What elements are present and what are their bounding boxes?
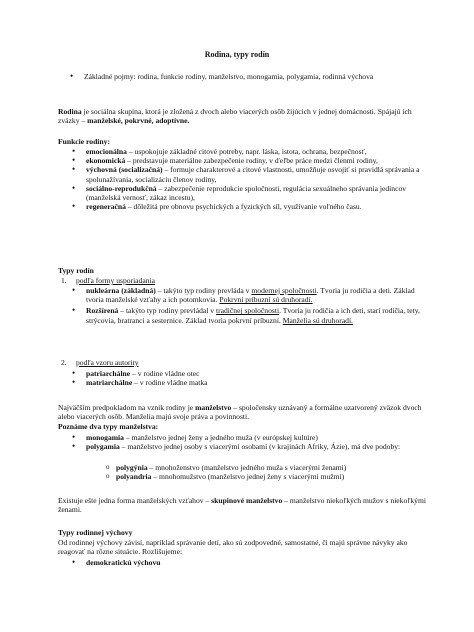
list-item <box>86 165 432 183</box>
intro-list <box>84 72 424 81</box>
term: výchovná (socializačná) <box>86 165 163 175</box>
text: – takýto typ rodiny prevláda v <box>155 286 252 295</box>
text: – zabezpečenie reprodukcie spoločnosti, regulácia sexuálneho správania jedincov (manželská vernosť, zákaz incestu), <box>86 183 407 203</box>
list-item <box>86 378 432 387</box>
polygamy-sublist <box>116 463 432 481</box>
text: – manželstvo jednej osoby s viacerými osobami (v krajinách Afriky, Ázie), má dve podoby: <box>119 442 401 452</box>
term: regeneračná <box>86 202 126 212</box>
text: Existuje ešte jedna forma manželských vzťahov – <box>58 496 212 505</box>
text: – manželstvo niekoľkých mužov s niekoľkými ženami. <box>58 496 426 515</box>
group-heading <box>61 358 432 367</box>
authority-list <box>86 369 432 387</box>
term: nukleárna (základná) <box>86 286 156 295</box>
underlined-text: Manželia sú druhoradí. <box>282 315 353 325</box>
list-item <box>86 286 432 304</box>
term: demokratickú výchovu <box>86 558 161 567</box>
text: je sociálna skupina, ktorá je zložená z dvoch alebo viacerých osôb žijúcich v jednej domácnosti. Spájajú ich zväzky – <box>58 107 412 126</box>
list-item <box>86 202 432 211</box>
section-heading: Typy rodín <box>58 266 94 275</box>
term: polygýnia <box>116 463 148 472</box>
term: manželské, pokrvné, adoptívne. <box>87 116 190 126</box>
term: ekonomická <box>86 156 126 166</box>
upbringing-paragraph: Od rodinnej výchovy závisí, napríklad správanie detí, ako sú zodpovedné, samostatné, či majú správne návyky ako reagovať na rôzne situácie. Rozlišujeme: <box>58 538 408 557</box>
text: – v rodine vládne matka <box>132 378 208 388</box>
section-heading: Funkcie rodiny: <box>58 137 110 146</box>
list-item <box>86 433 432 442</box>
text: – mnohoženstvo (manželstvo jedného muža s viacerými ženami) <box>147 463 347 472</box>
definition-paragraph <box>58 107 434 125</box>
list-number: 1. <box>61 276 67 285</box>
list-item <box>86 184 432 202</box>
upbringing-list <box>86 558 432 567</box>
list-item <box>86 147 432 156</box>
list-item <box>116 463 432 472</box>
text: – takýto typ rodiny prevládal v <box>118 306 216 316</box>
list-item: • Základné pojmy: rodina, funkcie rodiny, manželstvo, monogamia, polygamia, rodinná výchova <box>84 72 424 81</box>
text: – dôležitá pre obnovu psychických a fyzických síl, využívanie voľného času. <box>125 202 362 212</box>
term: Rozšírená <box>86 306 119 316</box>
text: – predstavuje materiálne zabezpečenie rodiny, v ďeľbe práce medzi členmi rodiny, <box>125 156 378 166</box>
text: – spoločensky uznávaný a formálne uzatvorený zväzok dvoch alebo viacerých osôb. Manželia majú svoje práva a povinnosti. <box>58 403 422 422</box>
text: – v rodine vládne otec <box>130 369 200 378</box>
text: – formuje charakterové a citové vlastnosti, umožňuje osvojiť si pravidlá správania a spolunažívania, socializáciu členov rodiny, <box>86 165 420 184</box>
term: manželstvo <box>195 403 232 412</box>
marriage-paragraph <box>58 403 434 421</box>
term: patriarchálne <box>86 369 131 378</box>
group-marriage-paragraph <box>58 496 434 514</box>
section-heading: Typy rodinnej výchovy <box>58 528 133 537</box>
text: – uspokojuje základné citové potreby, napr. láska, istota, ochrana, bezpečnosť, <box>126 147 367 156</box>
term: emocionálna <box>86 147 127 156</box>
term: skupinové manželstvo <box>211 496 283 505</box>
term: Rodina <box>58 107 82 116</box>
text: – mnohomužstvo (manželstvo jednej ženy s viacerými mužmi) <box>151 472 345 482</box>
text: . Tvoria ju rodičia a ich deti, starí rodičia, tety, strýcovia, bratranci a sesternice. Základ tvoria pokrvní príbuzní. <box>86 306 420 325</box>
list-item <box>86 369 432 378</box>
page-title: Rodina, typy rodín <box>204 50 270 59</box>
group-label: podľa formy usporiadania <box>76 276 156 285</box>
section-heading: Poznáme dva typy manželstva: <box>58 422 159 431</box>
list-item <box>86 558 432 567</box>
term: polygamia <box>86 442 120 452</box>
list-item <box>86 306 432 324</box>
text: . Tvoria ju rodičia a deti. Základ tvoria manželské vzťahy a ich potomkovia. <box>86 286 415 305</box>
underlined-text: Pokrvní príbuzní sú druhoradí. <box>219 295 313 305</box>
marriage-types-list <box>86 433 432 451</box>
list-item <box>86 442 432 451</box>
term: polyandria <box>116 472 152 482</box>
functions-list <box>86 147 432 211</box>
family-types-list <box>86 286 432 325</box>
list-item <box>86 156 432 165</box>
text: Najväčším predpokladom na vznik rodiny je <box>58 403 196 412</box>
term: matriarchálne <box>86 378 133 388</box>
group-heading <box>61 276 432 285</box>
underlined-text: modernej spoločnosti <box>251 286 317 295</box>
list-item <box>116 472 432 481</box>
group-label: podľa vzoru autority <box>76 358 139 367</box>
term: sociálno-reprodukčná <box>86 183 157 193</box>
text: – manželstvo jednej ženy a jedného muža (v európskej kultúre) <box>123 433 318 442</box>
underlined-text: tradičnej spoločnosti <box>216 306 280 316</box>
list-number: 2. <box>61 358 67 367</box>
term: monogamia <box>86 433 124 442</box>
